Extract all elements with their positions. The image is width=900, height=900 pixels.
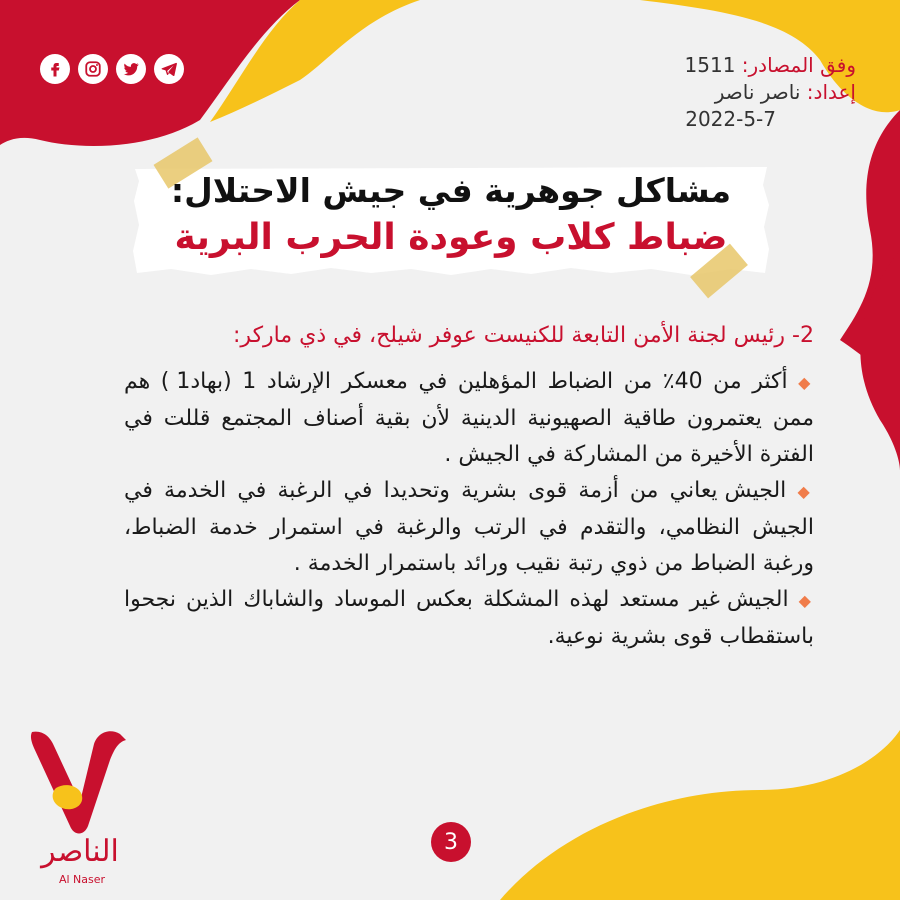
bullet-item [124,582,814,655]
title-banner [131,165,771,277]
diamond-bullet-icon: ◆ [798,373,815,392]
article-heading: 2- رئيس لجنة الأمن التابعة للكنيست عوفر شيلح، في ذي ماركر: [233,323,814,348]
diamond-bullet-icon: ◆ [797,482,814,501]
bullet-text: الجيش غير مستعد لهذه المشكلة بعكس الموساد والشاباك الذين نجحوا باستقطاب قوى بشرية نوعية. [124,587,814,649]
title-line-1: مشاكل جوهرية في جيش الاحتلال: [170,171,732,210]
twitter-link[interactable] [116,54,146,84]
bullet-text: أكثر من 40٪ من الضباط المؤهلين في معسكر الإرشاد 1 (بهاد1 ) هم ممن يعتمرون طاقية الصهيونية الدينية لأن بقية أصناف المجتمع قللت في الفترة الأخيرة من المشاركة في الجيش . [124,369,814,467]
author-value: ناصر ناصر [714,80,801,104]
diamond-bullet-icon: ◆ [798,591,814,610]
source-line [536,52,856,79]
facebook-link[interactable] [40,54,70,84]
page-number-badge: 3 [431,822,471,862]
bullet-text: الجيش يعاني من أزمة قوى بشرية وتحديدا في الرغبة في الخدمة في الجيش النظامي، والتقدم في الرتب والرغبة في استمرار خدمة الضباط، ورغبة الضباط من ذوي رتبة نقيب ورائد باستمرار الخدمة . [124,478,814,576]
instagram-link[interactable] [78,54,108,84]
logo-english-text: Al Naser [58,873,106,886]
bottom-right-yellow-shape [500,730,900,900]
author-label: إعداد: [806,80,856,104]
article-body [124,318,814,655]
instagram-icon [84,60,102,78]
bullet-item [124,364,814,473]
social-links [40,54,184,84]
source-value: 1511 [684,53,736,77]
author-line [536,79,856,106]
twitter-icon [122,60,140,78]
right-red-shape-lower [860,250,900,470]
telegram-icon [160,60,178,78]
post-meta [536,52,856,133]
title-line-2: ضباط كلاب وعودة الحرب البرية [174,217,728,258]
telegram-link[interactable] [154,54,184,84]
bullet-item [124,473,814,582]
logo-arabic-text: الناصر [41,834,119,869]
facebook-icon [46,60,64,78]
post-date: 2022-5-7 [685,107,776,131]
source-label: وفق المصادر: [741,53,856,77]
